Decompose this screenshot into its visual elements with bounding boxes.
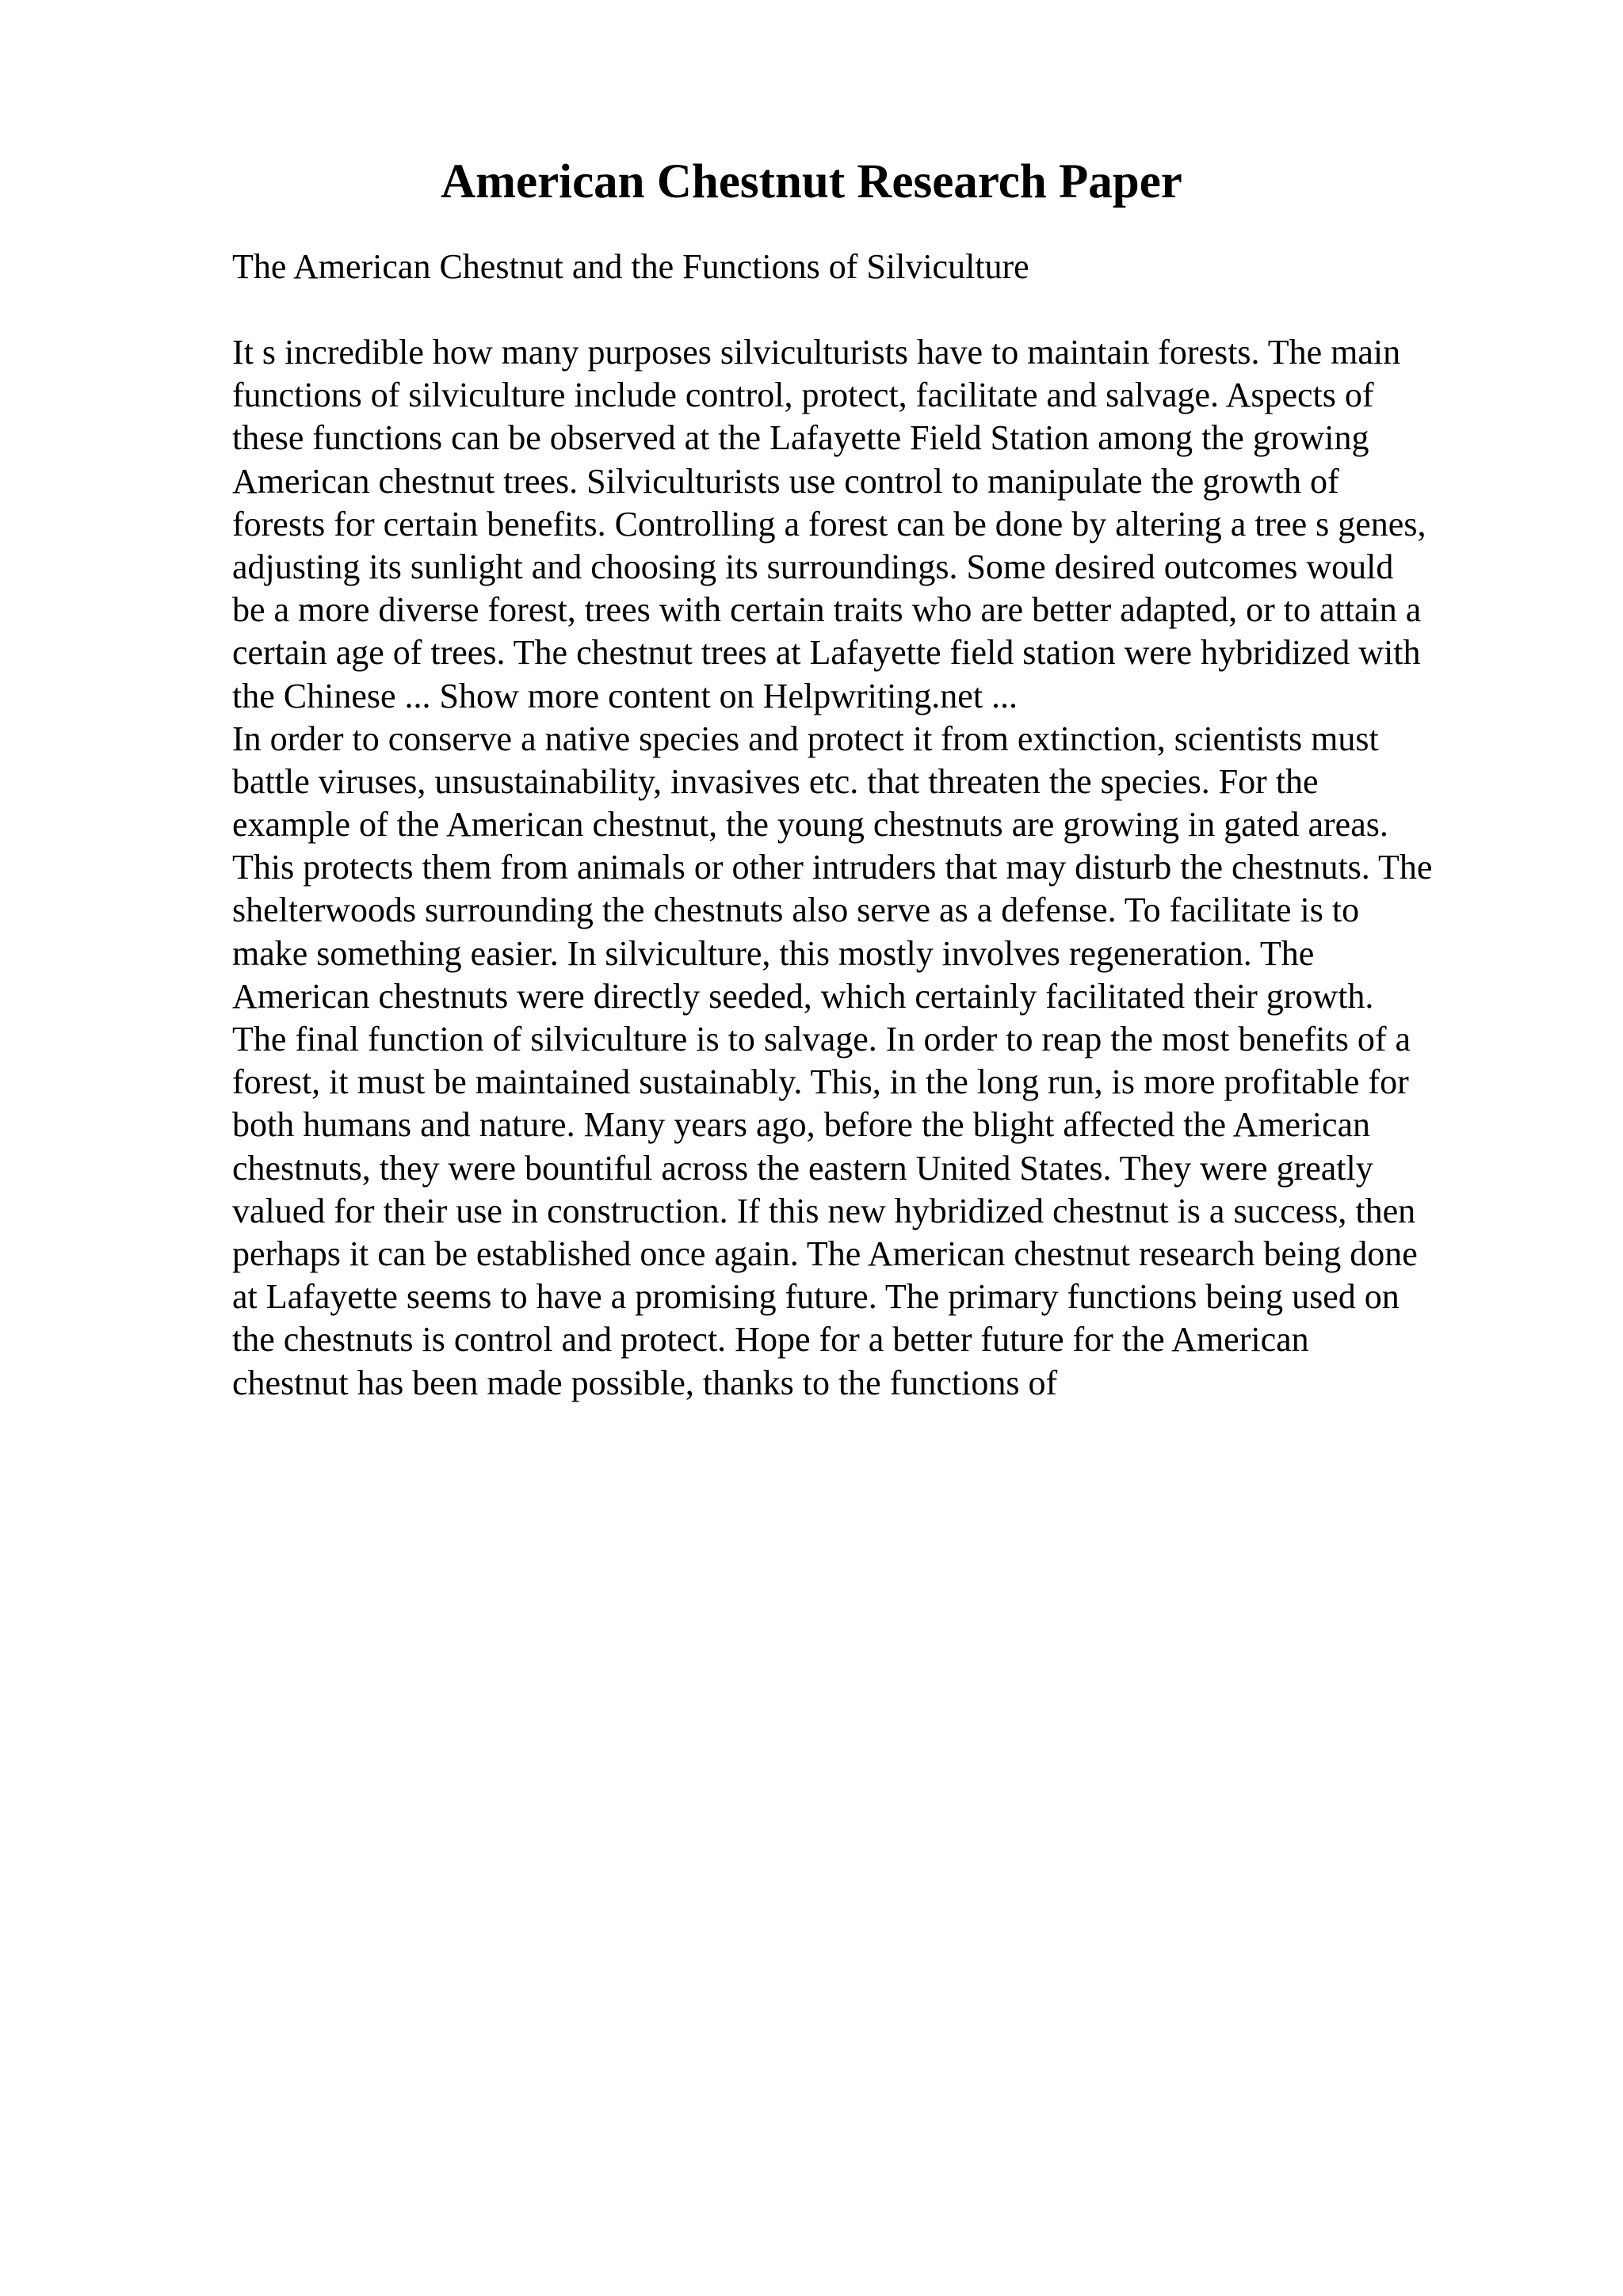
body-line: American chestnuts were directly seeded, which certainly facilitated their growth. <box>232 976 1374 1016</box>
body-line: functions of silviculture include control, protect, facilitate and salvage. Aspects of <box>232 376 1374 415</box>
body-line: be a more diverse forest, trees with certain traits who are better adapted, or to attain a <box>232 590 1422 630</box>
document-subtitle: The American Chestnut and the Functions of Silviculture <box>232 247 1029 286</box>
body-line: the chestnuts is control and protect. Hope for a better future for the American <box>232 1320 1309 1360</box>
body-line: certain age of trees. The chestnut trees at Lafayette field station were hybridized with <box>232 633 1421 673</box>
body-line: make something easier. In silviculture, this mostly involves regeneration. The <box>232 933 1315 973</box>
body-line: forests for certain benefits. Controlling a forest can be done by altering a tree s genes, <box>232 504 1426 543</box>
body-line: American chestnut trees. Silviculturists use control to manipulate the growth of <box>232 461 1339 501</box>
document-title: American Chestnut Research Paper <box>441 155 1182 208</box>
body-line: valued for their use in construction. If this new hybridized chestnut is a success, then <box>232 1191 1416 1230</box>
body-line: This protects them from animals or other intruders that may disturb the chestnuts. The <box>232 848 1433 887</box>
body-line: chestnut has been made possible, thanks to the functions of <box>232 1363 1058 1402</box>
body-line: forest, it must be maintained sustainably. This, in the long run, is more profitable for <box>232 1062 1409 1102</box>
body-line: chestnuts, they were bountiful across the eastern United States. They were greatly <box>232 1148 1373 1188</box>
body-text <box>232 331 1432 1405</box>
body-line: The final function of silviculture is to salvage. In order to reap the most benefits of a <box>232 1020 1411 1058</box>
body-line: the Chinese ... Show more content on Helpwriting.net ... <box>232 676 1018 715</box>
body-line: example of the American chestnut, the young chestnuts are growing in gated areas. <box>232 805 1388 845</box>
body-line: adjusting its sunlight and choosing its surroundings. Some desired outcomes would <box>232 547 1394 586</box>
body-line: at Lafayette seems to have a promising future. The primary functions being used on <box>232 1277 1400 1317</box>
body-line: battle viruses, unsustainability, invasives etc. that threaten the species. For the <box>232 761 1319 801</box>
body-line: It s incredible how many purposes silviculturists have to maintain forests. The main <box>232 333 1401 372</box>
body-line: these functions can be observed at the Lafayette Field Station among the growing <box>232 418 1369 458</box>
body-line: perhaps it can be established once again. The American chestnut research being done <box>232 1234 1418 1273</box>
body-line: both humans and nature. Many years ago, before the blight affected the American <box>232 1105 1371 1145</box>
body-line: In order to conserve a native species and protect it from extinction, scientists must <box>232 719 1379 758</box>
body-line: shelterwoods surrounding the chestnuts also serve as a defense. To facilitate is to <box>232 891 1360 930</box>
